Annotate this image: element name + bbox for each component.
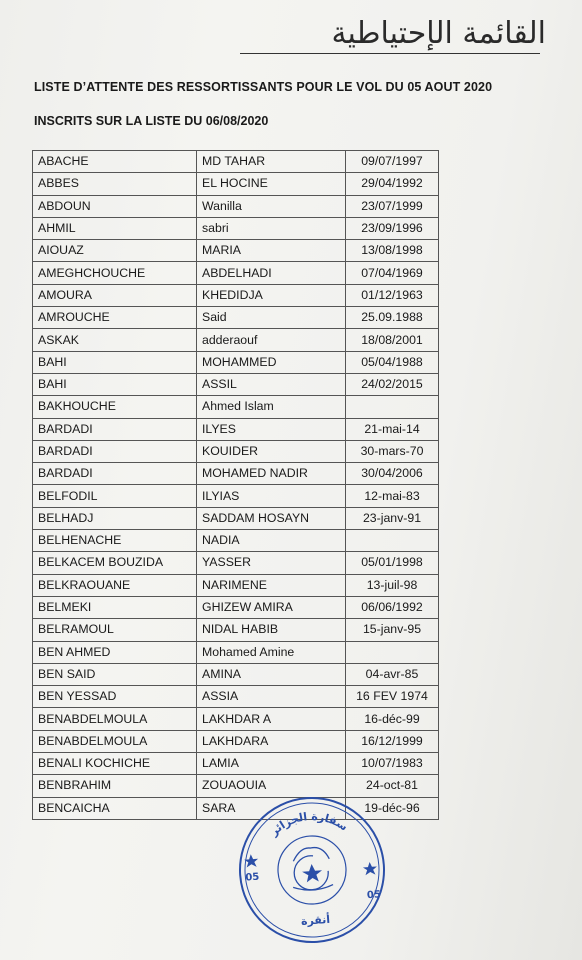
birth-date-cell: 16 FEV 1974 xyxy=(346,686,439,708)
table-row xyxy=(33,418,439,440)
birth-date-cell: 05/04/1988 xyxy=(346,351,439,373)
table-row xyxy=(33,195,439,217)
last-name-cell: BEN YESSAD xyxy=(33,686,197,708)
last-name-cell: BEN AHMED xyxy=(33,641,197,663)
last-name-cell: BARDADI xyxy=(33,440,197,462)
last-name-cell: AMEGHCHOUCHE xyxy=(33,262,197,284)
first-name-cell: NIDAL HABIB xyxy=(197,619,346,641)
stamp-number-right: 05 xyxy=(366,889,382,902)
first-name-cell: YASSER xyxy=(197,552,346,574)
last-name-cell: BENABDELMOULA xyxy=(33,708,197,730)
star-icon xyxy=(363,861,378,875)
last-name-cell: ASKAK xyxy=(33,329,197,351)
first-name-cell: SARA xyxy=(197,797,346,819)
last-name-cell: BENBRAHIM xyxy=(33,775,197,797)
first-name-cell: Wanilla xyxy=(197,195,346,217)
birth-date-cell: 07/04/1969 xyxy=(346,262,439,284)
stamp-bottom-text: أنقرة xyxy=(300,912,331,928)
last-name-cell: BAHI xyxy=(33,373,197,395)
first-name-cell: KHEDIDJA xyxy=(197,284,346,306)
star-icon xyxy=(244,854,259,868)
first-name-cell: EL HOCINE xyxy=(197,173,346,195)
table-row xyxy=(33,329,439,351)
birth-date-cell: 18/08/2001 xyxy=(346,329,439,351)
table-row xyxy=(33,440,439,462)
birth-date-cell: 06/06/1992 xyxy=(346,596,439,618)
birth-date-cell: 12-mai-83 xyxy=(346,485,439,507)
table-row xyxy=(33,217,439,239)
table-row xyxy=(33,240,439,262)
last-name-cell: BELRAMOUL xyxy=(33,619,197,641)
last-name-cell: BELKRAOUANE xyxy=(33,574,197,596)
first-name-cell: SADDAM HOSAYN xyxy=(197,507,346,529)
first-name-cell: ILYES xyxy=(197,418,346,440)
birth-date-cell: 15-janv-95 xyxy=(346,619,439,641)
last-name-cell: BARDADI xyxy=(33,418,197,440)
table-row xyxy=(33,596,439,618)
registration-date-heading: INSCRITS SUR LA LISTE DU 06/08/2020 xyxy=(34,114,269,128)
table-row xyxy=(33,619,439,641)
first-name-cell: ASSIL xyxy=(197,373,346,395)
birth-date-cell: 01/12/1963 xyxy=(346,284,439,306)
birth-date-cell: 25.09.1988 xyxy=(346,307,439,329)
first-name-cell: ZOUAOUIA xyxy=(197,775,346,797)
last-name-cell: BENCAICHA xyxy=(33,797,197,819)
table-row xyxy=(33,307,439,329)
first-name-cell: ILYIAS xyxy=(197,485,346,507)
last-name-cell: BELKACEM BOUZIDA xyxy=(33,552,197,574)
table-row xyxy=(33,507,439,529)
last-name-cell: BELFODIL xyxy=(33,485,197,507)
first-name-cell: adderaouf xyxy=(197,329,346,351)
stamp-arc-text: سفارة الجزائر xyxy=(267,809,351,839)
birth-date-cell: 24/02/2015 xyxy=(346,373,439,395)
table-row xyxy=(33,663,439,685)
first-name-cell: GHIZEW AMIRA xyxy=(197,596,346,618)
table-row xyxy=(33,574,439,596)
last-name-cell: BELMEKI xyxy=(33,596,197,618)
last-name-cell: ABDOUN xyxy=(33,195,197,217)
first-name-cell: LAKHDAR A xyxy=(197,708,346,730)
birth-date-cell xyxy=(346,530,439,552)
birth-date-cell: 19-déc-96 xyxy=(346,797,439,819)
birth-date-cell: 16/12/1999 xyxy=(346,730,439,752)
table-row xyxy=(33,530,439,552)
last-name-cell: AIOUAZ xyxy=(33,240,197,262)
table-row xyxy=(33,284,439,306)
table-row xyxy=(33,552,439,574)
birth-date-cell: 24-oct-81 xyxy=(346,775,439,797)
last-name-cell: BAHI xyxy=(33,351,197,373)
first-name-cell: Ahmed Islam xyxy=(197,396,346,418)
table-row xyxy=(33,686,439,708)
table-row xyxy=(33,463,439,485)
table-row xyxy=(33,373,439,395)
table-row xyxy=(33,708,439,730)
birth-date-cell: 29/04/1992 xyxy=(346,173,439,195)
last-name-cell: ABBES xyxy=(33,173,197,195)
birth-date-cell: 23/09/1996 xyxy=(346,217,439,239)
first-name-cell: ASSIA xyxy=(197,686,346,708)
birth-date-cell: 10/07/1983 xyxy=(346,753,439,775)
birth-date-cell: 23-janv-91 xyxy=(346,507,439,529)
waiting-list-heading: LISTE D’ATTENTE DES RESSORTISSANTS POUR LE VOL DU 05 AOUT 2020 xyxy=(34,80,493,94)
first-name-cell: sabri xyxy=(197,217,346,239)
last-name-cell: BEN SAID xyxy=(33,663,197,685)
emblem-mountain-icon xyxy=(292,847,329,862)
first-name-cell: LAMIA xyxy=(197,753,346,775)
birth-date-cell: 09/07/1997 xyxy=(346,151,439,173)
birth-date-cell xyxy=(346,641,439,663)
first-name-cell: MOHAMMED xyxy=(197,351,346,373)
last-name-cell: AHMIL xyxy=(33,217,197,239)
first-name-cell: LAKHDARA xyxy=(197,730,346,752)
last-name-cell: BENALI KOCHICHE xyxy=(33,753,197,775)
table-row xyxy=(33,753,439,775)
table-row xyxy=(33,173,439,195)
first-name-cell: KOUIDER xyxy=(197,440,346,462)
birth-date-cell xyxy=(346,396,439,418)
table-row xyxy=(33,485,439,507)
first-name-cell: NARIMENE xyxy=(197,574,346,596)
table-row xyxy=(33,730,439,752)
birth-date-cell: 30-mars-70 xyxy=(346,440,439,462)
first-name-cell: NADIA xyxy=(197,530,346,552)
birth-date-cell: 13/08/1998 xyxy=(346,240,439,262)
first-name-cell: Said xyxy=(197,307,346,329)
passenger-table xyxy=(32,150,439,820)
birth-date-cell: 30/04/2006 xyxy=(346,463,439,485)
birth-date-cell: 21-mai-14 xyxy=(346,418,439,440)
birth-date-cell: 16-déc-99 xyxy=(346,708,439,730)
last-name-cell: BAKHOUCHE xyxy=(33,396,197,418)
last-name-cell: BELHADJ xyxy=(33,507,197,529)
table-row xyxy=(33,351,439,373)
embassy-stamp xyxy=(227,785,398,956)
arabic-handwritten-title: القائمة الإحتياطية xyxy=(331,16,546,51)
title-underline xyxy=(240,53,540,54)
stamp-number-left: 05 xyxy=(245,871,260,884)
first-name-cell: MD TAHAR xyxy=(197,151,346,173)
last-name-cell: AMROUCHE xyxy=(33,307,197,329)
first-name-cell: MOHAMED NADIR xyxy=(197,463,346,485)
emblem-star-icon xyxy=(302,863,323,882)
first-name-cell: AMINA xyxy=(197,663,346,685)
first-name-cell: ABDELHADI xyxy=(197,262,346,284)
last-name-cell: BENABDELMOULA xyxy=(33,730,197,752)
first-name-cell: Mohamed Amine xyxy=(197,641,346,663)
table-row xyxy=(33,151,439,173)
table-row xyxy=(33,396,439,418)
last-name-cell: AMOURA xyxy=(33,284,197,306)
last-name-cell: BELHENACHE xyxy=(33,530,197,552)
table-row xyxy=(33,641,439,663)
birth-date-cell: 04-avr-85 xyxy=(346,663,439,685)
table-row xyxy=(33,262,439,284)
birth-date-cell: 13-juil-98 xyxy=(346,574,439,596)
last-name-cell: ABACHE xyxy=(33,151,197,173)
first-name-cell: MARIA xyxy=(197,240,346,262)
birth-date-cell: 23/07/1999 xyxy=(346,195,439,217)
birth-date-cell: 05/01/1998 xyxy=(346,552,439,574)
last-name-cell: BARDADI xyxy=(33,463,197,485)
